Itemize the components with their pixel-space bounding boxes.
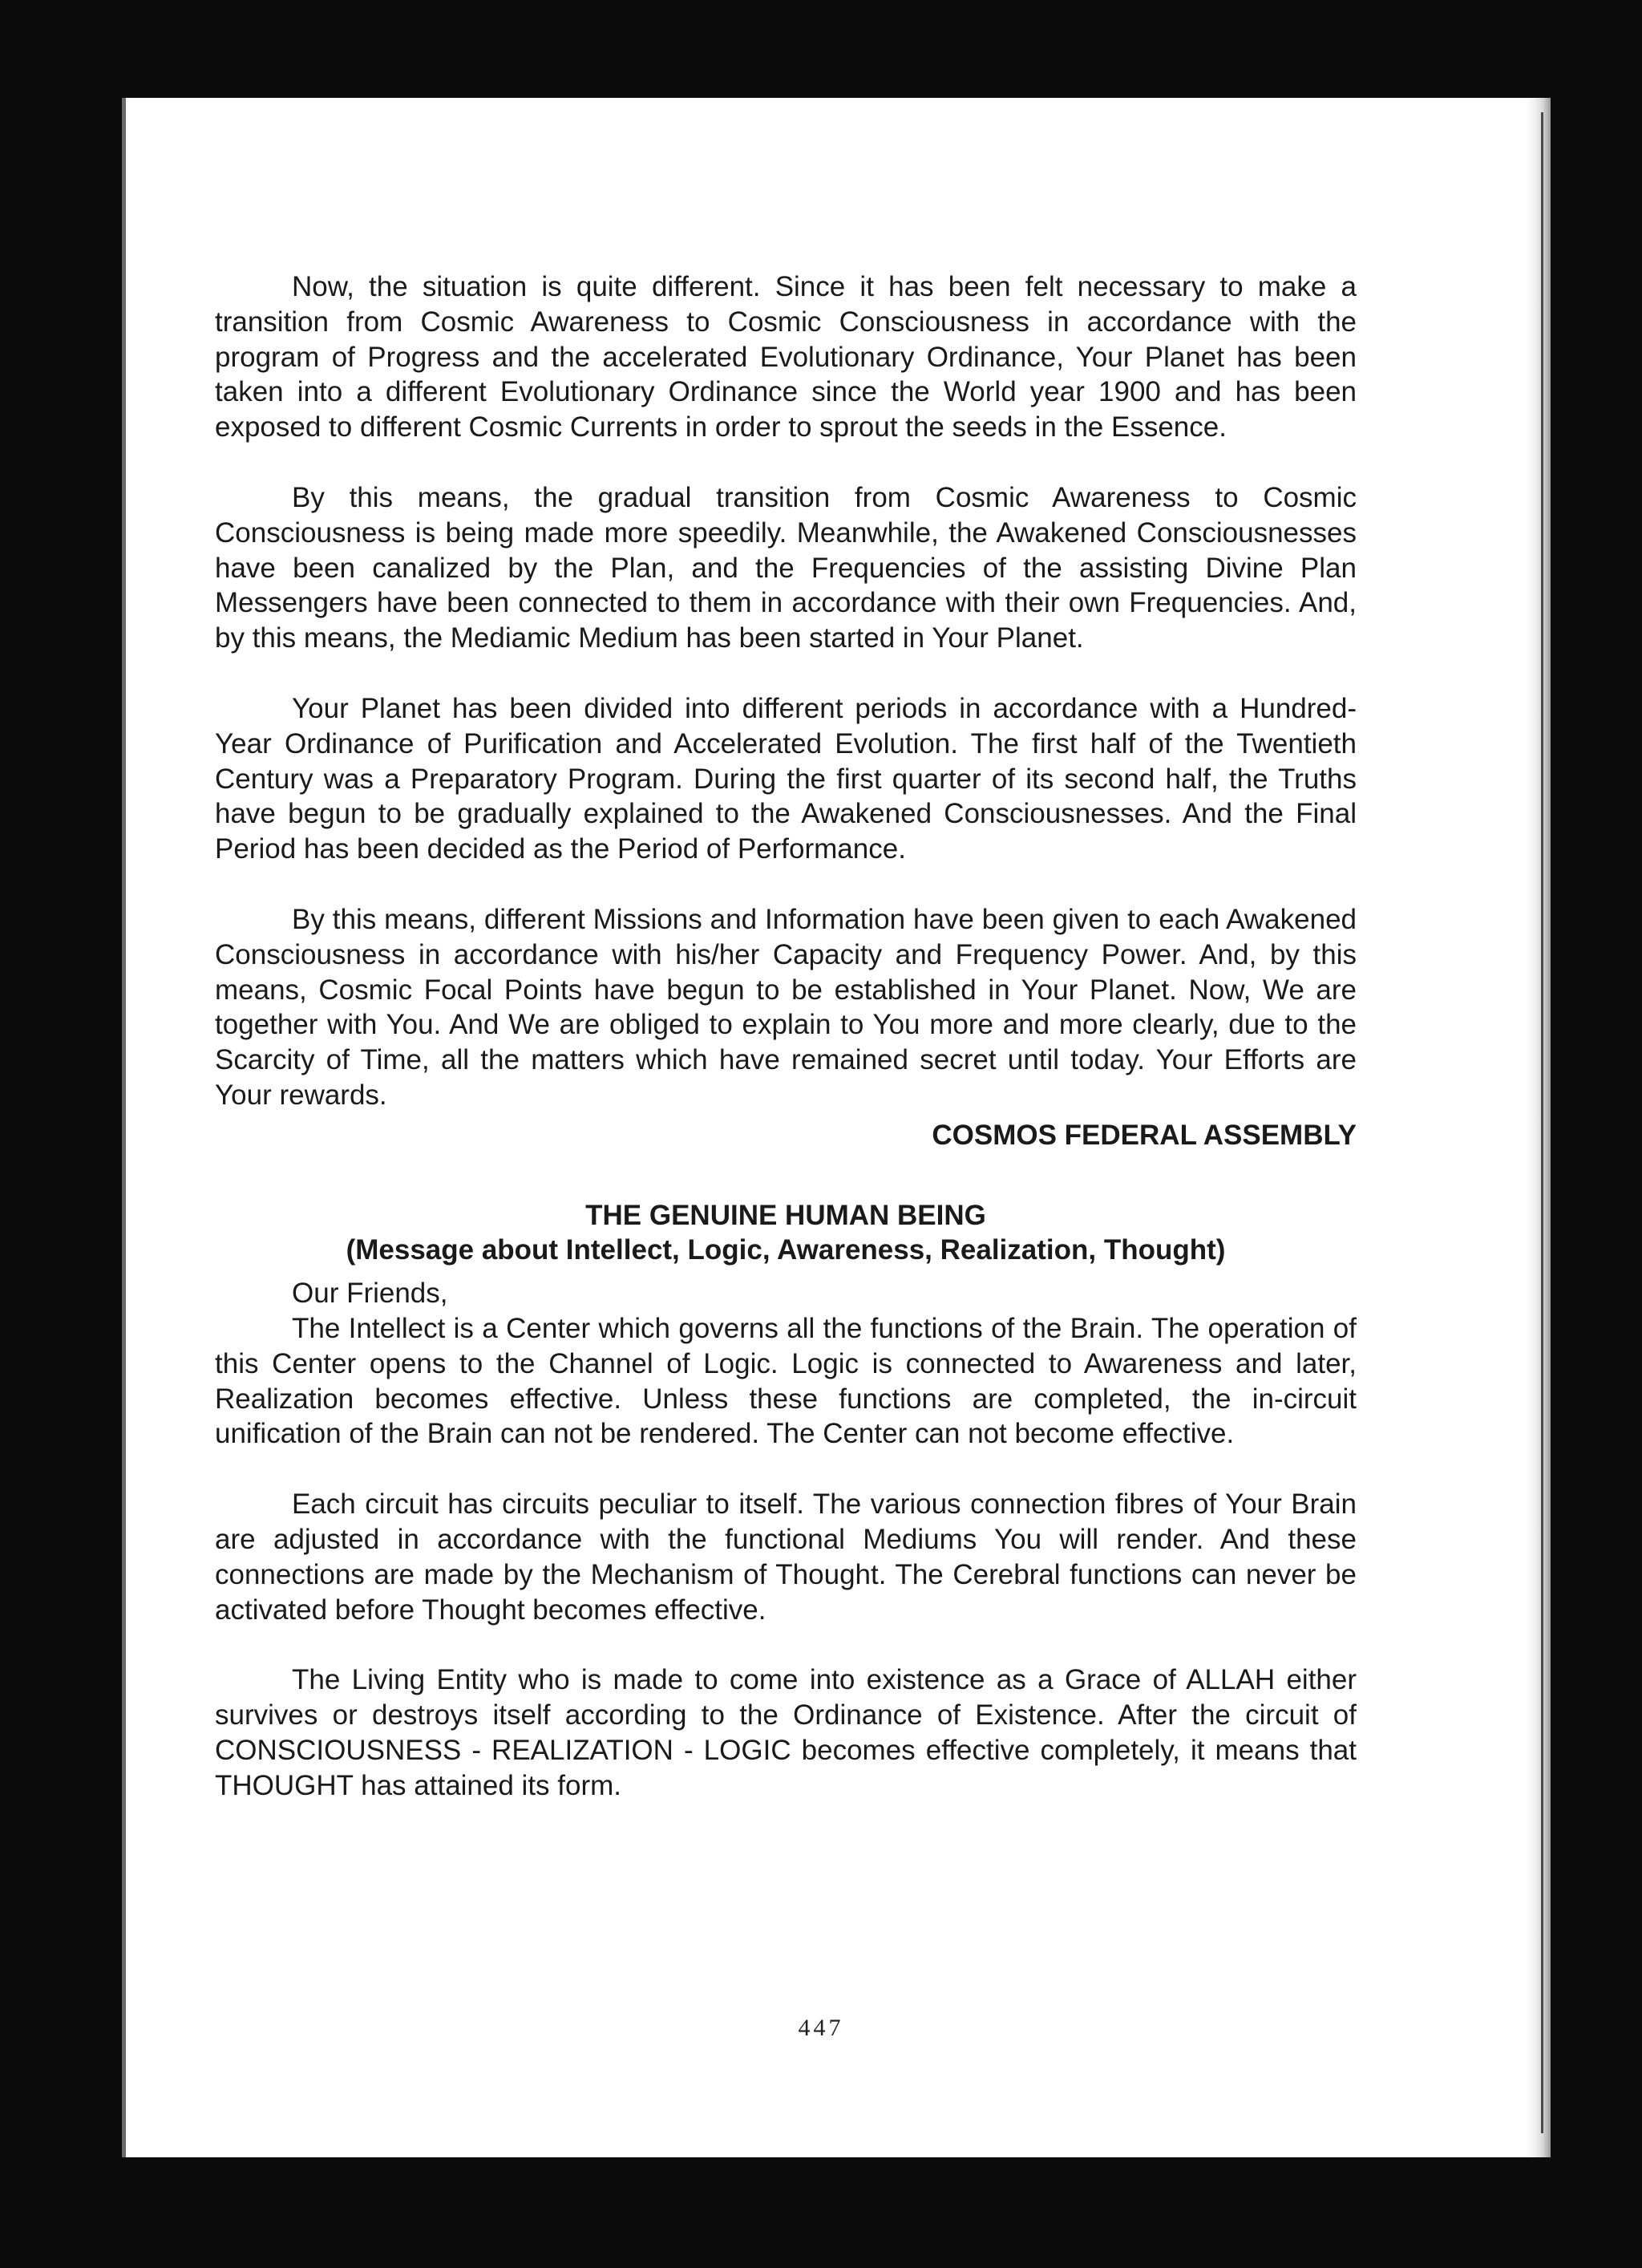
paragraph: By this means, different Missions and Information have been given to each Awakened Consciousness in accordance with his/her Capacity and Frequency Power. And, by this means, Cosmic Focal Points have begun to be established in Your Planet. Now, We are together with You. And We are obliged to explain to You more and more clearly, due to the Scarcity of Time, all the matters which have remained secret until today. Your Efforts are Your rewards.	[215, 903, 1357, 1111]
page-left-edge	[122, 98, 126, 2157]
page-binding-shadow	[1525, 98, 1551, 2157]
paragraph: Your Planet has been divided into different periods in accordance with a Hundred-Year Ordinance of Purification and Accelerated Evolution. The first half of the Twentieth Century was a Preparatory Program. During the first quarter of its second half, the Truths have begun to be gradually explained to the Awakened Consciousnesses. And the Final Period has been decided as the Period of Performance.	[215, 692, 1357, 865]
paragraph: Each circuit has circuits peculiar to itself. The various connection fibres of Your Brain are adjusted in accordance with the functional Mediums You will render. And these connections are made by the Mechanism of Thought. The Cerebral functions can never be activated before Thought becomes effective.	[215, 1488, 1357, 1626]
body-text	[215, 269, 1357, 1803]
page-number: 447	[798, 2015, 844, 2041]
page-binding-edge	[1541, 112, 1543, 2133]
section-subheading: (Message about Intellect, Logic, Awareness, Realization, Thought)	[346, 1234, 1226, 1266]
signature: COSMOS FEDERAL ASSEMBLY	[932, 1119, 1357, 1151]
paragraph: The Intellect is a Center which governs all the functions of the Brain. The operation of this Center opens to the Channel of Logic. Logic is connected to Awareness and later, Realization becomes effective. Unless these functions are completed, the in-circuit unification of the Brain can not be rendered. The Center can not become effective.	[215, 1312, 1357, 1450]
section-heading: THE GENUINE HUMAN BEING	[585, 1199, 986, 1231]
paragraph: Now, the situation is quite different. Since it has been felt necessary to make a transition from Cosmic Awareness to Cosmic Consciousness in accordance with the program of Progress and the accelerated Evolutionary Ordinance, Your Planet has been taken into a different Evolutionary Ordinance since the World year 1900 and has been exposed to different Cosmic Currents in order to sprout the seeds in the Essence.	[215, 271, 1357, 443]
paragraph: The Living Entity who is made to come into existence as a Grace of ALLAH either survives or destroys itself according to the Ordinance of Existence. After the circuit of CONSCIOUSNESS - REALIZATION - LOGIC becomes effective completely, it means that THOUGHT has attained its form.	[215, 1664, 1357, 1801]
salutation: Our Friends,	[292, 1278, 448, 1310]
paragraph: By this means, the gradual transition from Cosmic Awareness to Cosmic Consciousness is being made more speedily. Meanwhile, the Awakened Consciousnesses have been canalized by the Plan, and the Frequencies of the assisting Divine Plan Messengers have been connected to them in accordance with their own Frequencies. And, by this means, the Mediamic Medium has been started in Your Planet.	[215, 481, 1357, 654]
